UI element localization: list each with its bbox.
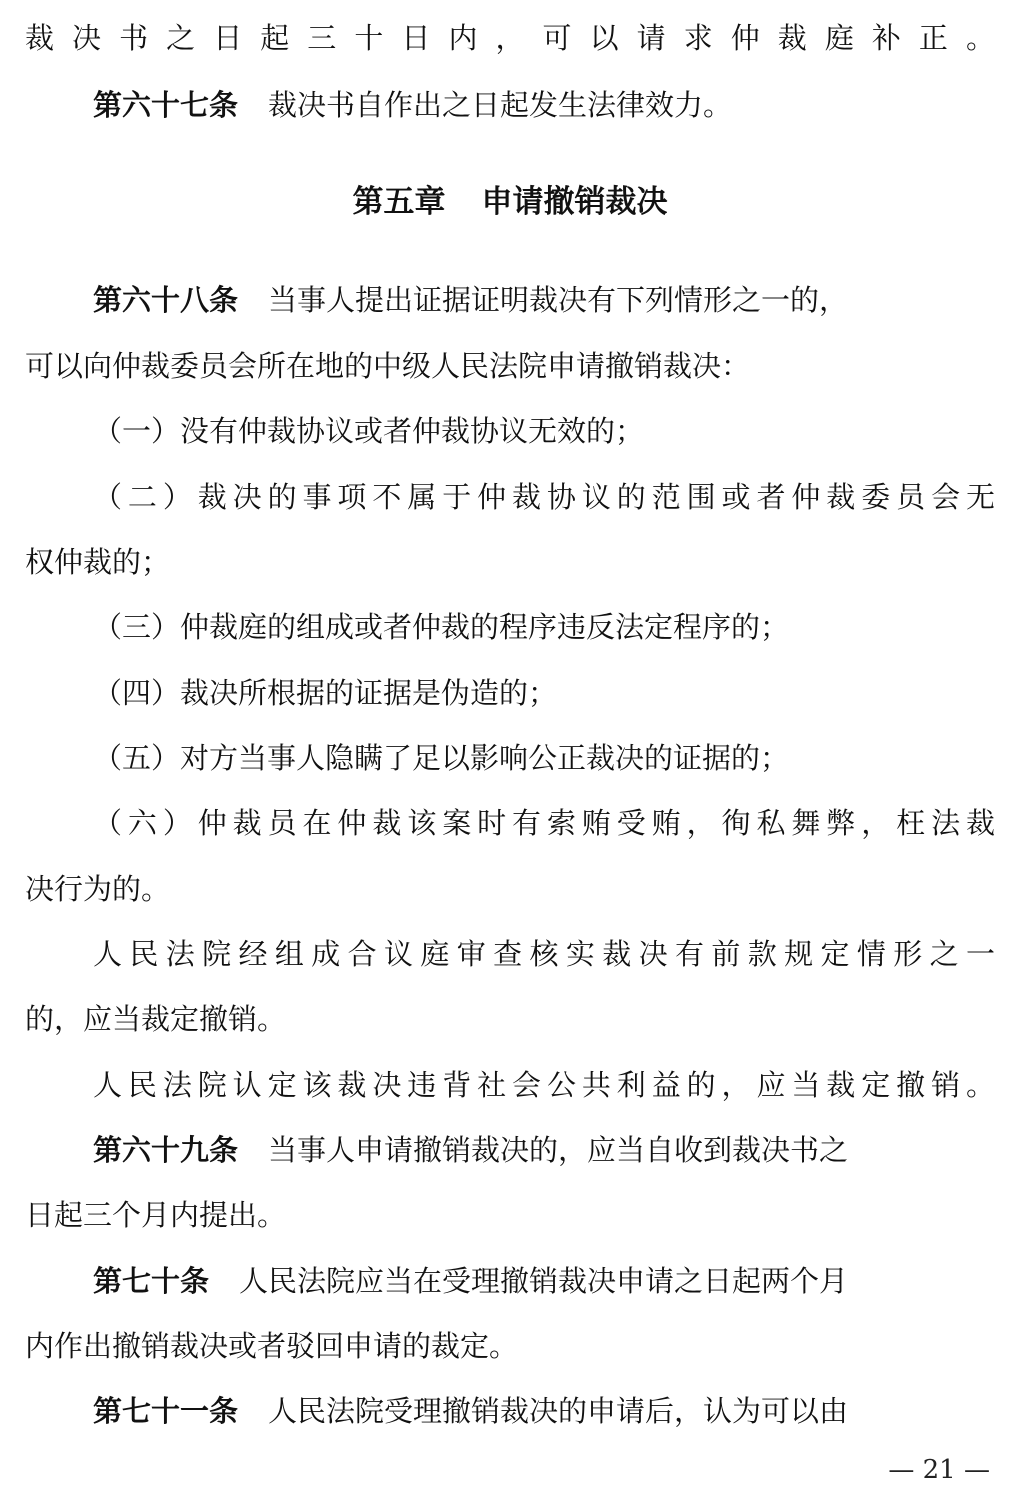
text-span: 内作出撤销裁决或者驳回申请的裁定。 [25,1329,519,1363]
article-70 [0,1261,1020,1301]
list-item-text: （六）仲裁员在仲裁该案时有索贿受贿，徇私舞弊，枉法裁 [93,806,995,840]
text-line [0,1195,1020,1235]
article-text: 人民法院受理撤销裁决的申请后，认为可以由 [268,1394,849,1428]
article-heading: 第六十七条 [93,88,239,122]
chapter-heading [0,180,1020,224]
text-span: 日起三个月内提出。 [25,1198,287,1232]
text-span: 可以向仲裁委员会所在地的中级人民法院申请撤销裁决： [25,349,751,383]
list-item [0,607,1020,647]
text-line [0,18,1020,58]
text-line [0,346,1020,386]
article-heading: 第七十条 [93,1264,210,1298]
article-text: 当事人申请撤销裁决的，应当自收到裁决书之 [268,1133,849,1167]
list-item [0,803,1020,843]
paragraph-text: 人民法院经组成合议庭审查核实裁决有前款规定情形之一 [93,937,995,971]
text-line [0,1326,1020,1366]
chapter-number: 第五章 [352,184,446,220]
list-item-text: （四）裁决所根据的证据是伪造的； [93,676,558,710]
list-item-text: （一）没有仲裁协议或者仲裁协议无效的； [93,414,645,448]
list-item [0,673,1020,713]
paragraph [0,1065,1020,1105]
list-item [0,411,1020,451]
page-number: — 21 — [888,1455,990,1485]
text-line [0,869,1020,909]
article-text: 当事人提出证据证明裁决有下列情形之一的， [268,283,849,317]
article-heading: 第六十八条 [93,283,239,317]
text-span: 的，应当裁定撤销。 [25,1002,287,1036]
article-69 [0,1130,1020,1170]
list-item-text: （五）对方当事人隐瞒了足以影响公正裁决的证据的； [93,741,790,775]
text-span: 裁决书之日起三十日内，可以请求仲裁庭补正。 [25,21,995,55]
paragraph [0,934,1020,974]
paragraph-text: 人民法院认定该裁决违背社会公共利益的，应当裁定撤销。 [93,1068,995,1102]
article-67 [0,85,1020,125]
list-item-text: （二）裁决的事项不属于仲裁协议的范围或者仲裁委员会无 [93,480,995,514]
list-item [0,477,1020,517]
chapter-title: 申请撤销裁决 [481,184,668,220]
article-68 [0,280,1020,320]
article-71 [0,1391,1020,1431]
article-text: 裁决书自作出之日起发生法律效力。 [268,88,733,122]
list-item [0,738,1020,778]
text-line [0,542,1020,582]
article-heading: 第六十九条 [93,1133,239,1167]
article-text: 人民法院应当在受理撤销裁决申请之日起两个月 [239,1264,849,1298]
text-span: 决行为的。 [25,872,171,906]
list-item-text: （三）仲裁庭的组成或者仲裁的程序违反法定程序的； [93,610,790,644]
text-span: 权仲裁的； [25,545,171,579]
text-line [0,999,1020,1039]
article-heading: 第七十一条 [93,1394,239,1428]
